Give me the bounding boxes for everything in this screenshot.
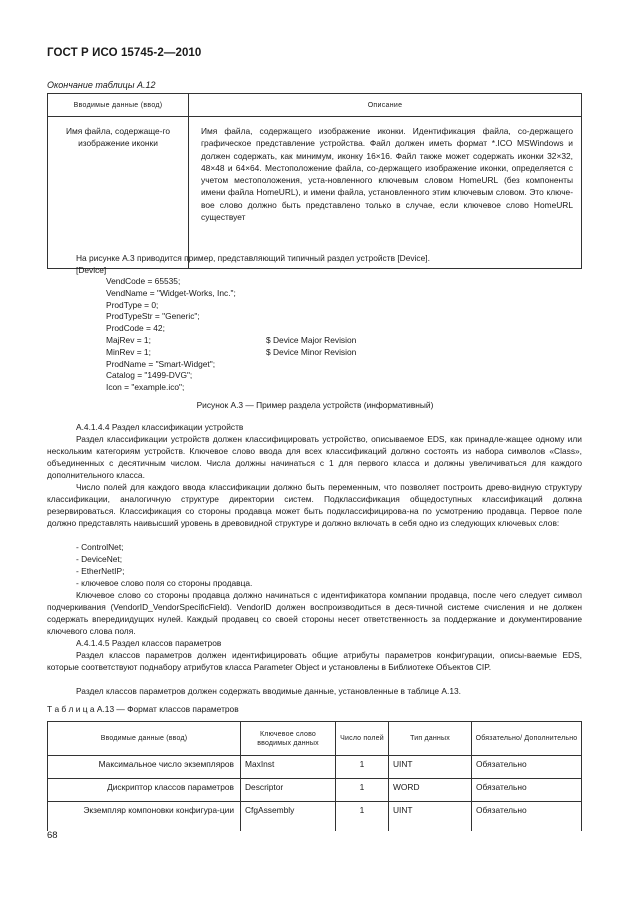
figure-intro: На рисунке А.3 приводится пример, представляющий типичный раздел устройств [Device]. (76, 253, 430, 263)
section-heading: А.4.1.4.4 Раздел классификации устройств (76, 422, 244, 432)
list-item: - EtherNetIP; (76, 566, 125, 576)
code-line: MajRev = 1; (106, 334, 151, 345)
table-a13-header: Число полей (336, 722, 389, 756)
table-a13-header: Обязательно/ Дополнительно (472, 722, 582, 756)
code-line: ProdName = "Smart-Widget"; (106, 358, 216, 369)
list-item: - ControlNet; (76, 542, 124, 552)
table-a13 (47, 721, 582, 831)
code-block (106, 276, 357, 394)
table-a13-header: Ключевое слово вводимых данных (241, 722, 336, 756)
table-a12-col1-header: Вводимые данные (ввод) (48, 94, 189, 117)
code-line-majrev (106, 334, 357, 347)
table-a13-caption: Т а б л и ц а А.13 — Формат классов параметров (47, 704, 239, 714)
table-row (48, 779, 582, 802)
section-heading: А.4.1.4.5 Раздел классов параметров (76, 638, 222, 648)
table-a12-caption: Окончание таблицы А.12 (47, 80, 156, 90)
table-cell: 1 (336, 802, 389, 832)
table-a12-cell-description: Имя файла, содержащего изображение иконки. Идентификация файла, со-держащего графическое представление устройства. Файл должен иметь формат *.ICO MSWindows и должен содержать, как минимум, иконку 16×16. Файл также может содержать иконки 32×32, 48×48 и 64×64. Местоположение файла, со-держащего изображение иконки, определяется с учетом местоположения, уста-новленного ключевым словом HomeURL (без компоненты имени файла HomeURL), и имени файла, установленного этим ключевым словом. Это ключе-вое слово должно быть представлено только в случае, если ключевое слово HomeURL существует (189, 117, 582, 269)
table-cell: Descriptor (241, 779, 336, 802)
code-comment: $ Device Minor Revision (266, 346, 357, 357)
list-item: - ключевое слово поля со стороны продавца. (76, 578, 253, 588)
table-cell: MaxInst (241, 756, 336, 779)
standard-header: ГОСТ Р ИСО 15745-2—2010 (47, 47, 202, 59)
paragraph: Раздел классификации устройств должен классифицировать устройство, описываемое EDS, как принадле-жащее одному или нескольким категориям устройств. Ключевое слово ввода для всех классификаций должно состоять из набора символов «Class», объединенных с десятичным числом. Числа должны начинаться с 1 для первого класса и должны увеличиваться для каждого дополнительного класса. (47, 434, 582, 480)
code-comment: $ Device Major Revision (266, 334, 357, 345)
table-cell: Экземпляр компоновки конфигура-ции (48, 802, 241, 832)
code-line-minrev (106, 346, 357, 359)
table-cell: Дискриптор классов параметров (48, 779, 241, 802)
table-cell: Обязательно (472, 756, 582, 779)
table-cell: CfgAssembly (241, 802, 336, 832)
table-cell: WORD (389, 779, 472, 802)
table-cell: UINT (389, 756, 472, 779)
table-row (48, 756, 582, 779)
table-cell: 1 (336, 756, 389, 779)
code-section-name: [Device] (76, 265, 107, 275)
list-item: - DeviceNet; (76, 554, 123, 564)
table-a12-col2-header: Описание (189, 94, 582, 117)
table-a13-header: Вводимые данные (ввод) (48, 722, 241, 756)
table-cell: Обязательно (472, 802, 582, 832)
page-number: 68 (47, 830, 58, 841)
table-a12 (47, 93, 582, 269)
table-cell: UINT (389, 802, 472, 832)
code-line: ProdCode = 42; (106, 323, 165, 334)
code-line: ProdType = 0; (106, 299, 159, 310)
table-cell: 1 (336, 779, 389, 802)
code-line: VendCode = 65535; (106, 276, 181, 286)
figure-caption: Рисунок А.3 — Пример раздела устройств (информативный) (196, 400, 434, 410)
paragraph: Раздел классов параметров должен содержать вводимые данные, установленные в таблице А.13. (76, 686, 461, 696)
table-a12-header-row (48, 94, 582, 117)
paragraph: Ключевое слово со стороны продавца должно начинаться с идентификатора компании продавца, после чего следует символ подчеркивания (VendorID_VendorSpecificField). VendorID должен воспроизводиться в деся-тичной системе счисления и не должен содержать впередиидущих нулей. Каждый продавец со своей стороны несет ответственность за поддержание и документирование ключевого слова поля. (47, 590, 582, 636)
paragraph: Число полей для каждого ввода классификации должно быть переменным, что позволяет построить древо-видную структуру классификации, аналогичную структуре директории систем. Подклассификация общедоступных классификаций должна резервироваться. Классификация со стороны продавца может быть подклассифицирова-на по усмотрению продавца. Первое поле должно представлять наивысший уровень в древовидной структуре и должно включать в себя одно из следующих ключевых слов: (47, 482, 582, 528)
table-cell: Обязательно (472, 779, 582, 802)
code-line: Icon = "example.ico"; (106, 382, 185, 393)
code-line: ProdTypeStr = "Generic"; (106, 311, 200, 322)
code-line: MinRev = 1; (106, 346, 151, 357)
table-a12-cell-input: Имя файла, содержаще-го изображение иконки (48, 117, 189, 269)
table-a12-row (48, 117, 582, 269)
table-row (48, 802, 582, 832)
table-a13-header-row (48, 722, 582, 756)
paragraph: Раздел классов параметров должен идентифицировать общие атрибуты параметров конфигурации, описы-ваемые EDS, которые соответствуют поднабору атрибутов класса Parameter Object и установлены в Библиотеке Объектов CIP. (47, 650, 582, 672)
table-a13-header: Тип данных (389, 722, 472, 756)
code-line: Catalog = "1499-DVG"; (106, 370, 193, 381)
code-line: VendName = "Widget-Works, Inc."; (106, 287, 236, 298)
table-cell: Максимальное число экземпляров (48, 756, 241, 779)
